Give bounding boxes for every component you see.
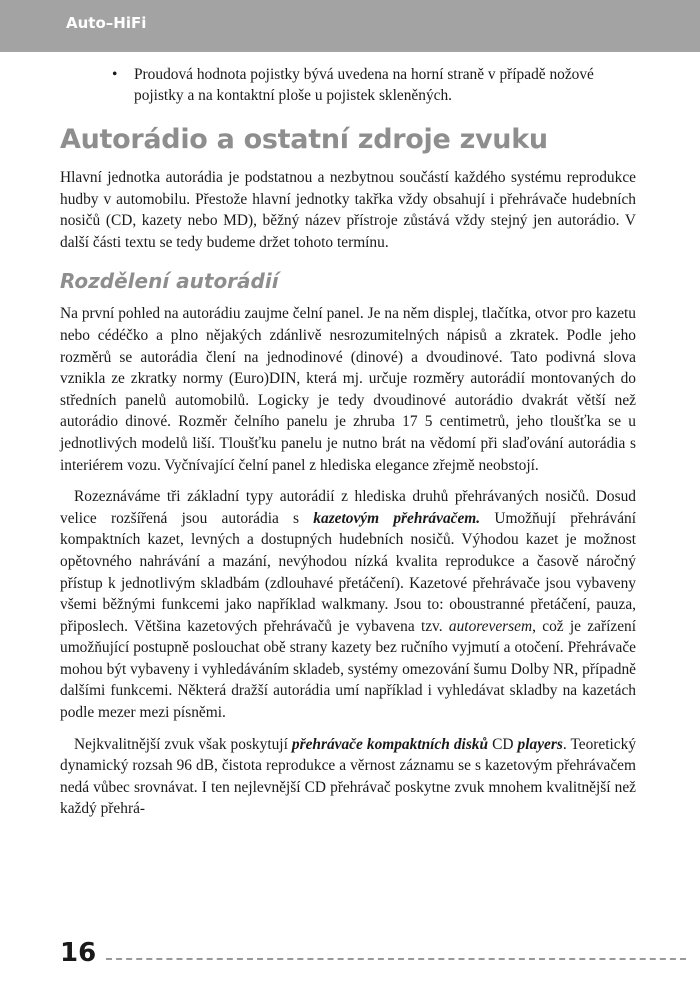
emphasis-cd-player: přehrávače kompaktních disků <box>291 735 489 753</box>
text-run: Rozeznáváme tři základní typy autorádií z hlediska druhů přehrávaných nosičů. Dosud velice rozšířená jsou autorádia s <box>60 488 636 527</box>
page-content <box>60 64 636 820</box>
paragraph-intro: Hlavní jednotka autorádia je podstatnou a nezbytnou součástí každého systému reprodukce hudby v automobilu. Přestože hlavní jednotky takřka vždy obsahují i přehrávače hudebních nosičů (CD, kazety nebo MD), běžný název přístroje zůstává vždy stejný jen autorádio. V další části textu se tedy budeme držet tohoto termínu. <box>60 169 636 251</box>
text-run: CD <box>488 735 518 753</box>
emphasis-players: players <box>517 735 563 753</box>
text-run: , což je zařízení umožňující postupně poslouchat obě strany kazety bez ručního vyjmutí a otočení. Přehrávače mohou být vybaveny i vyhledáváním skladeb, systémy omezování šumu Dolby NR, případně dalšími funkcemi. Některá dražší autorádia umí například i vyhledávat skladby na kazetách podle mezer mezi písněmi. <box>60 617 636 722</box>
emphasis-cassette-player: kazetovým přehrávačem. <box>313 509 481 527</box>
paragraph-front-panel: Na první pohled na autorádiu zaujme čelní panel. Je na něm displej, tlačítka, otvor pro kazetu nebo cédéčko a plno nějakých zdánlivě nesrozumitelných nápisů a zkratek. Podle jeho rozměrů se autorádia člení na jednodinové (dinové) a dvoudinové. Tato podivná slova vznikla ze zkratky normy (Euro)DIN, která mj. určuje rozměry autorádií montovaných do středních panelů automobilů. Logicky je tedy dvoudinové autorádio dvakrát větší než autorádio dinové. Rozměr čelního panelu je zhruba 17 5 centimetrů, jeho tloušťka se u jednotlivých modelů liší. Tloušťku panelu je nutno brát na vědomí při slaďování autorádia s interiérem vozu. Vyčnívající čelní panel z hlediska elegance zřejmě neobstojí. <box>60 305 636 474</box>
running-header-title: Auto–HiFi <box>66 14 147 32</box>
emphasis-autoreverse: autoreversem <box>448 617 533 635</box>
header-bar <box>0 0 700 52</box>
page-number: 16 <box>60 938 97 968</box>
paragraph-cd-players <box>60 734 636 820</box>
text-run: Umožňují přehrávání kompaktních kazet, levných a dostupných hudebních nosičů. Výhodou kazet je možnost opětovného nahrávání a mazání, nevýhodou nízká kvalita reprodukce a časově náročný přístup k jednotlivým skladbám (zdlouhavé přetáčení). Kazetové přehrávače jsou vybaveny všemi běžnými funkcemi jako například walkmany. Jsou to: oboustranné přetáčení, pauza, připoslech. Většina kazetových přehrávačů je vybavena tzv. <box>60 509 636 635</box>
bullet-item <box>60 64 636 106</box>
paragraph-player-types <box>60 486 636 724</box>
text-run: Nejkvalitnější zvuk však poskytují <box>74 735 292 753</box>
subsection-heading: Rozdělení autorádií <box>60 269 279 294</box>
section-heading: Autorádio a ostatní zdroje zvuku <box>60 124 548 155</box>
bullet-marker: • <box>112 66 118 83</box>
bullet-text: Proudová hodnota pojistky bývá uvedena na horní straně v případě nožové pojistky a na kontaktní ploše u pojistek skleněných. <box>134 66 594 104</box>
text-run: . Teoretický dynamický rozsah 96 dB, čistota reprodukce a věrnost záznamu se s kazetovým přehrávačem nedá vůbec srovnávat. I ten nejlevnější CD přehrávač poskytne zvuk mnohem kvalitnější než každý přehrá- <box>60 735 637 818</box>
footer-dashed-rule <box>106 958 686 960</box>
